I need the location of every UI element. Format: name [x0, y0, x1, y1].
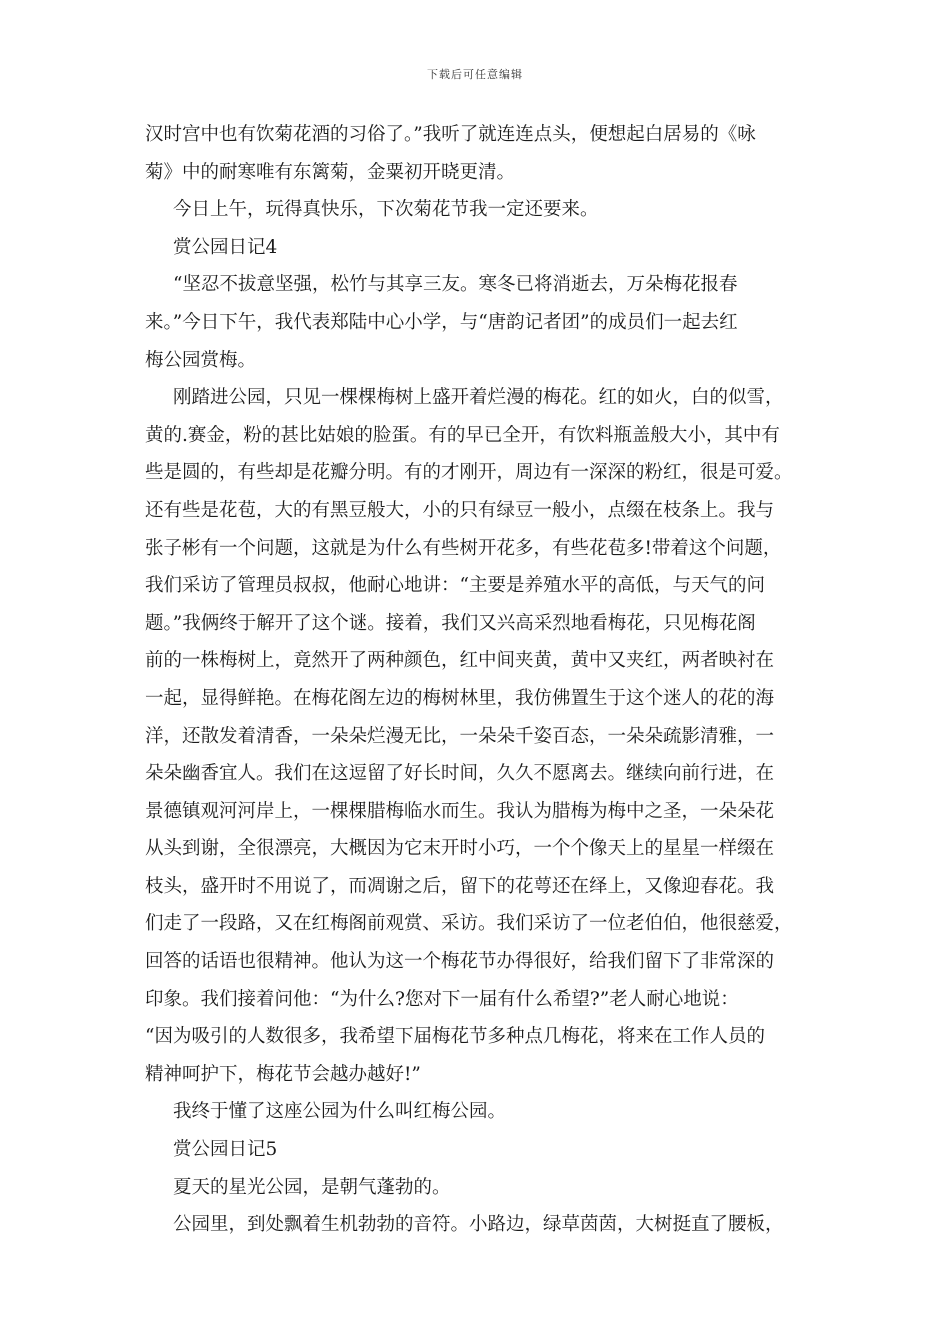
text-line: 精神呵护下，梅花节会越办越好!” — [145, 1063, 421, 1085]
text-line: 朵朵幽香宜人。我们在这逗留了好长时间，久久不愿离去。继续向前行进，在 — [145, 763, 775, 785]
text-line: 景德镇观河河岸上，一棵棵腊梅临水而生。我认为腊梅为梅中之圣，一朵朵花 — [145, 800, 775, 822]
text-line: 赏公园日记5 — [173, 1139, 278, 1161]
text-line: 回答的话语也很精神。他认为这一个梅花节办得很好，给我们留下了非常深的 — [145, 951, 775, 973]
text-line: 今日上午，玩得真快乐，下次菊花节我一定还要来。 — [173, 199, 599, 221]
text-line: 印象。我们接着问他：“为什么?您对下一届有什么希望?”老人耐心地说： — [145, 988, 739, 1010]
text-line: 夏天的星光公园，是朝气蓬勃的。 — [173, 1176, 451, 1198]
document-body — [145, 116, 810, 1244]
text-line: 前的一株梅树上，竟然开了两种颜色，红中间夹黄，黄中又夹红，两者映衬在 — [145, 650, 775, 672]
text-line: 刚踏进公园，只见一棵棵梅树上盛开着烂漫的梅花。红的如火，白的似雪， — [173, 387, 784, 409]
text-line: 汉时宫中也有饮菊花酒的习俗了。”我听了就连连点头，便想起白居易的《咏 — [145, 124, 756, 145]
text-line: 赏公园日记4 — [173, 236, 278, 258]
text-line: 我们采访了管理员叔叔，他耐心地讲：“主要是养殖水平的高低，与天气的问 — [145, 575, 765, 597]
text-line: “因为吸引的人数很多，我希望下届梅花节多种点几梅花，将来在工作人员的 — [145, 1026, 765, 1048]
text-line: 我终于懂了这座公园为什么叫红梅公园。 — [173, 1101, 507, 1123]
text-line: 梅公园赏梅。 — [145, 349, 257, 371]
text-line: 还有些是花苞，大的有黑豆般大，小的只有绿豆一般小，点缀在枝条上。我与 — [145, 499, 775, 521]
page-header: 下载后可任意编辑 — [427, 68, 523, 81]
text-line: 来。”今日下午，我代表郑陆中心小学，与“唐韵记者团”的成员们一起去红 — [145, 311, 738, 333]
text-line: 张子彬有一个问题，这就是为什么有些树开花多，有些花苞多!带着这个问题， — [145, 537, 782, 559]
text-line: 黄的.赛金，粉的甚比姑娘的脸蛋。有的早已全开，有饮料瓶盖般大小，其中有 — [145, 424, 780, 446]
text-line: 一起，显得鲜艳。在梅花阁左边的梅树林里，我仿佛置生于这个迷人的花的海 — [145, 687, 775, 709]
text-line: 们走了一段路，又在红梅阁前观赏、采访。我们采访了一位老伯伯，他很慈爱， — [145, 913, 793, 935]
text-line: 洋，还散发着清香，一朵朵烂漫无比，一朵朵千姿百态，一朵朵疏影清雅，一 — [145, 725, 775, 747]
text-line: 从头到谢，全很漂亮，大概因为它末开时小巧，一个个像天上的星星一样缀在 — [145, 838, 775, 860]
text-line: 题。”我俩终于解开了这个谜。接着，我们又兴高采烈地看梅花，只见梅花阁 — [145, 612, 756, 634]
text-line: 些是圆的，有些却是花瓣分明。有的才刚开，周边有一深深的粉红，很是可爱。 — [145, 462, 793, 484]
text-line: 枝头，盛开时不用说了，而凋谢之后，留下的花萼还在绎上，又像迎春花。我 — [145, 875, 775, 897]
text-line: “坚忍不拔意坚强，松竹与其享三友。寒冬已将消逝去，万朵梅花报春 — [173, 274, 738, 296]
text-line: 公园里，到处飘着生机勃勃的音符。小路边，绿草茵茵，大树挺直了腰板， — [173, 1214, 784, 1236]
text-line: 菊》中的耐寒唯有东篱菊，金粟初开晓更清。 — [145, 161, 516, 183]
